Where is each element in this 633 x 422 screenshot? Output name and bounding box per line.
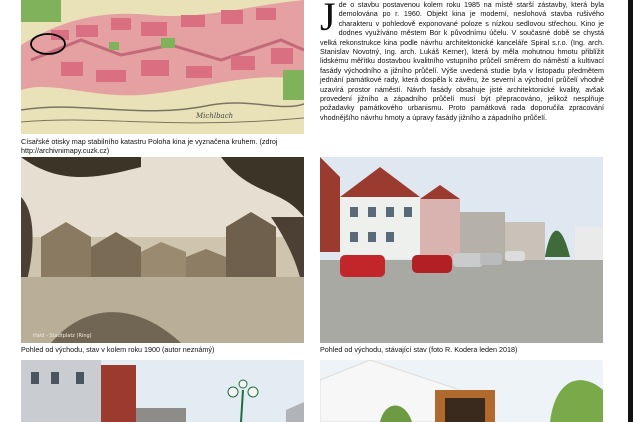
bottom-right-render bbox=[320, 360, 603, 422]
current-photo-caption: Pohled od východu, stávající stav (foto R. Kodera leden 2018) bbox=[320, 345, 518, 354]
map-caption: Císařské otisky map stabilního katastru Poloha kina je vyznačena kruhem. (zdroj http://archivnimapy.cuzk.cz) bbox=[21, 137, 278, 155]
historical-photo bbox=[21, 157, 304, 343]
page-edge-bar bbox=[628, 0, 633, 422]
historical-photo-caption: Pohled od východu, stav v kolem roku 1900 (autor neznámý) bbox=[21, 345, 215, 354]
map-street-label: Michlbach bbox=[196, 112, 234, 120]
bottom-left-photo bbox=[21, 360, 304, 422]
cadastral-map-image bbox=[21, 0, 304, 134]
article-body: de o stavbu postavenou kolem roku 1985 na místě starší zástavby, která byla demolována po r. 1960. Objekt kina je moderní, neslohová stavba rušivého charakteru v pohledově exponované poloze s nízkou sedlovou střechou. Kino je dodnes využíváno městem Bor k původnímu účelu. V současné době se chystá velká rekonstrukce kina podle návrhu architektonické kanceláře Spiral s.r.o. (Ing. arch. Stanislav Novotný, Ing. arch. Lukáš Kerner), která by měla mohutnou hmotu přiblížit lidskému měřítku dostavbou kvalitního vstupního průčelí směrem do náměstí a kultivací fasády východního a jižního průčelí. Výše uvedená studie byla v listopadu předmětem jednání památkové rady, která dospěla k závěru, že severní a východní průčelí vhodně uzavírá prostor náměstí. Návrh fasády obsahuje jisté architektonické kvality, avšak provedení jižního a západního průčelí musí být přepracováno, jelikož nesplňuje požadavky památkového urbanismu. Proto památková rada doporučila zpracování vhodnějšího návrhu hmoty a úpravy fasády jižního a západního průčelí. bbox=[320, 0, 604, 122]
article-text bbox=[320, 0, 604, 122]
article-dropcap: J bbox=[320, 0, 336, 39]
historical-photo-label: Haid - Stadtplatz (Ring) bbox=[33, 333, 92, 339]
current-photo bbox=[320, 157, 603, 343]
